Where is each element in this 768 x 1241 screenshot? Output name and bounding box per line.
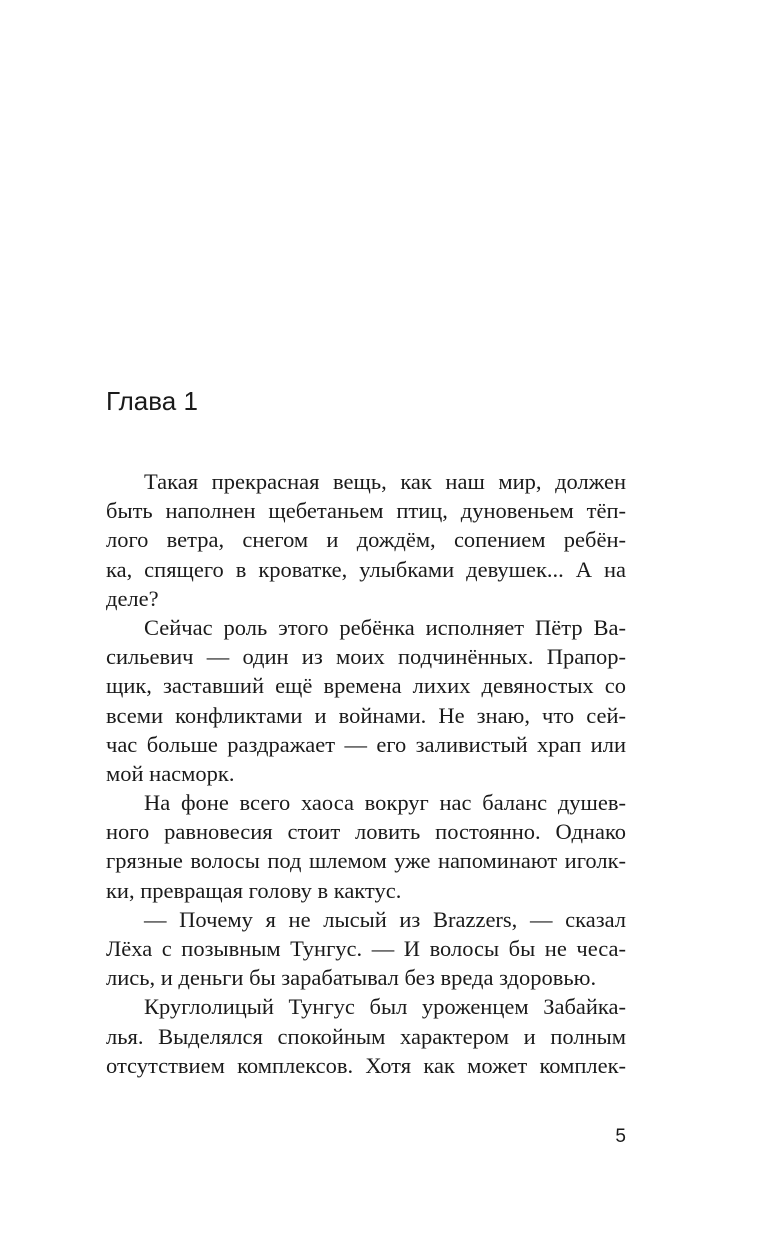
paragraph-3 (106, 788, 626, 905)
page-number: 5 (615, 1126, 626, 1147)
text-line: деле? (106, 585, 159, 611)
text-line: отсутствием комплексов. Хотя как может комплек- (106, 1052, 626, 1078)
text-line: быть наполнен щебетаньем птиц, дуновеньем тёп- (106, 498, 626, 524)
text-line: ки, превращая голову в кактус. (106, 877, 402, 903)
text-line: сильевич — один из моих подчинённых. Прапор- (106, 644, 626, 670)
text-line: ного равновесия стоит ловить постоянно. Однако (106, 819, 626, 845)
text-line: час больше раздражает — его заливистый храп или (106, 731, 626, 757)
text-line: ка, спящего в кроватке, улыбками девушек... А на (106, 556, 626, 582)
text-line: щик, заставший ещё времена лихих девяностых со (106, 673, 626, 699)
text-line: грязные волосы под шлемом уже напоминают иголк- (106, 848, 626, 874)
text-line: Круглолицый Тунгус был уроженцем Забайка- (144, 994, 626, 1020)
text-line: — Почему я не лысый из Brazzers, — сказал (144, 906, 626, 932)
paragraph-2 (106, 613, 626, 788)
paragraph-1 (106, 467, 626, 613)
text-line: На фоне всего хаоса вокруг нас баланс душев- (144, 790, 626, 816)
text-line: мой насморк. (106, 760, 235, 786)
paragraph-4 (106, 905, 626, 993)
chapter-title: Глава 1 (106, 386, 198, 416)
text-line: Такая прекрасная вещь, как наш мир, должен (144, 469, 626, 494)
text-line: Сейчас роль этого ребёнка исполняет Пётр Ва- (144, 614, 626, 640)
text-line: лья. Выделялся спокойным характером и полным (106, 1023, 626, 1049)
text-line: Лёха с позывным Тунгус. — И волосы бы не чеса- (106, 936, 626, 961)
paragraph-5 (106, 992, 626, 1080)
chapter-body (106, 467, 626, 1080)
text-line: лого ветра, снегом и дождём, сопением ребён- (106, 527, 626, 553)
text-line: всеми конфликтами и войнами. Не знаю, что сей- (106, 702, 626, 728)
text-line: лись, и деньги бы зарабатывал без вреда здоровью. (106, 965, 597, 991)
